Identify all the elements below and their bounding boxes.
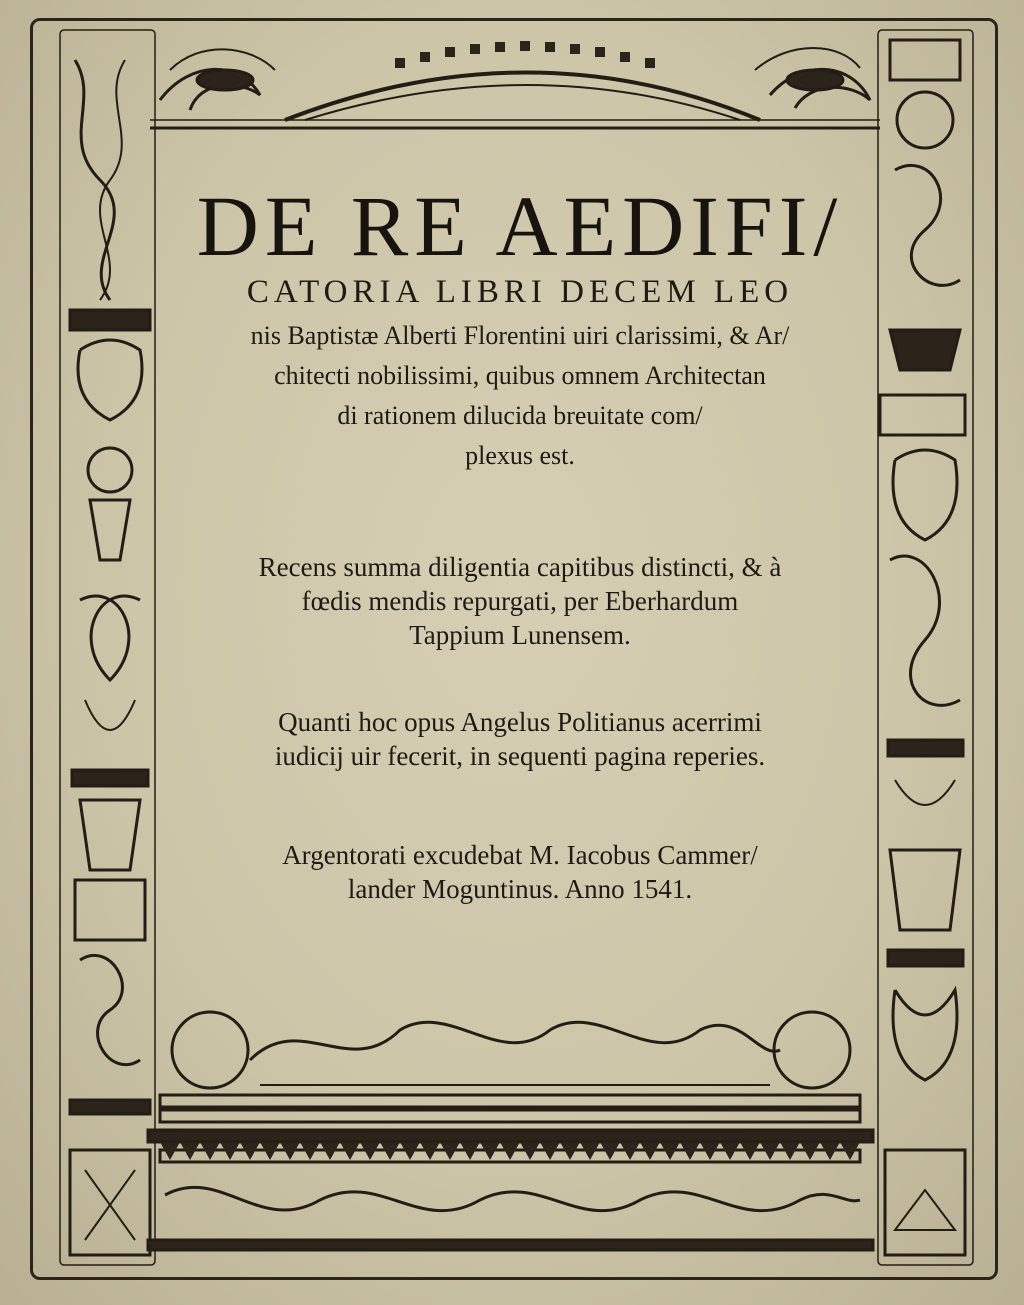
- title-block: [165, 180, 875, 476]
- main-title: DE RE AEDIFI/: [196, 178, 844, 274]
- edition-line: Recens summa diligentia capitibus distincti, & à: [258, 552, 782, 582]
- right-column: [878, 30, 973, 1265]
- title-continuation: CATORIA LIBRI DECEM LEO: [246, 274, 794, 310]
- title-description-line: di rationem dilucida breuitate com/: [337, 401, 703, 430]
- title-description-line: plexus est.: [465, 441, 575, 470]
- title-description: [165, 316, 875, 476]
- bottom-frieze-teeth: [160, 1142, 860, 1160]
- note-line: Quanti hoc opus Angelus Politianus acerrimi: [278, 707, 762, 737]
- top-frieze: [150, 48, 880, 128]
- top-frieze-arch-beads: [395, 41, 655, 68]
- imprint-line: lander Moguntinus. Anno 1541.: [347, 874, 693, 904]
- edition-statement: [210, 550, 830, 652]
- edition-line: fœdis mendis repurgati, per Eberhardum: [301, 586, 739, 616]
- title-description-line: chitecti nobilissimi, quibus omnem Architectan: [274, 361, 766, 390]
- imprint: [210, 838, 830, 906]
- title-description-line: nis Baptistæ Alberti Florentini uiri clarissimi, & Ar/: [250, 321, 790, 350]
- edition-line: Tappium Lunensem.: [409, 620, 631, 650]
- left-column: [60, 30, 155, 1265]
- note-line: iudicij uir fecerit, in sequenti pagina reperies.: [274, 741, 766, 771]
- politian-note: [210, 705, 830, 773]
- imprint-line: Argentorati excudebat M. Iacobus Cammer/: [282, 840, 758, 870]
- bottom-frieze: [148, 1012, 873, 1250]
